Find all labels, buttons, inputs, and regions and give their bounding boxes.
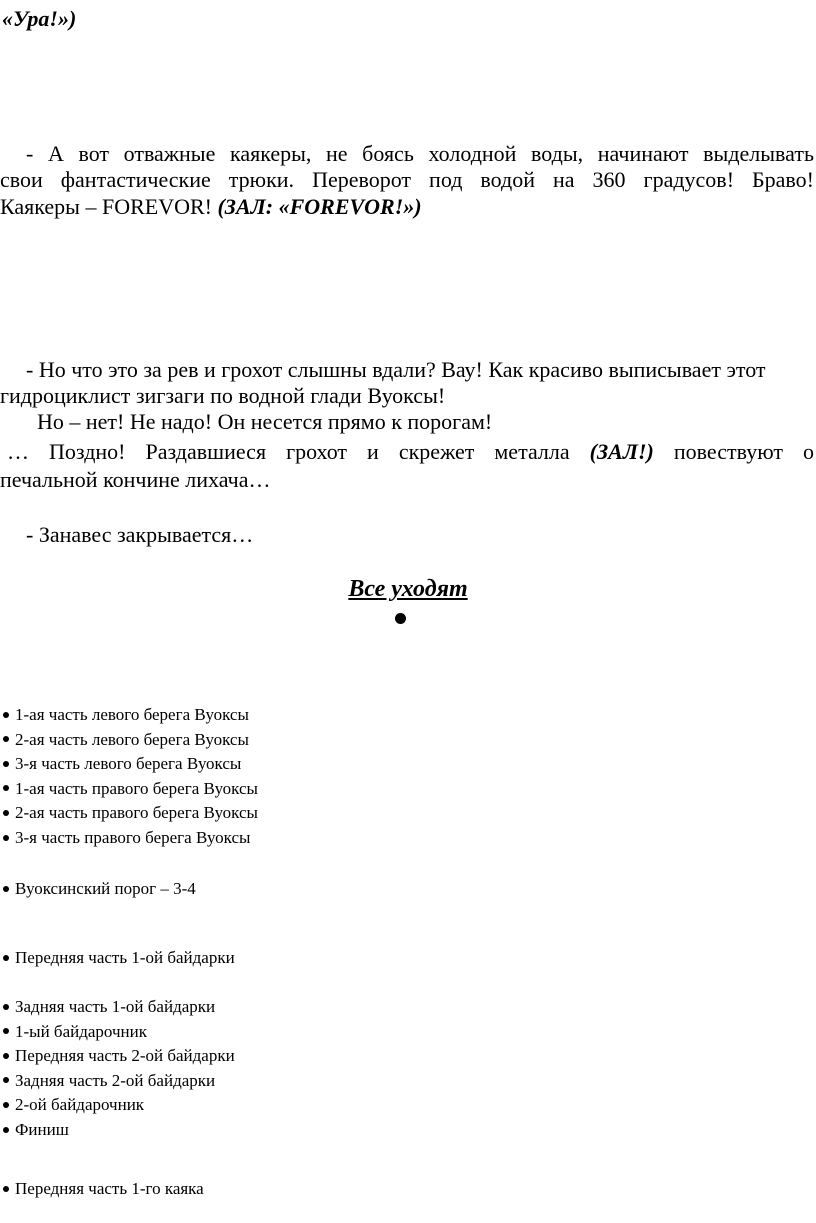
list-item-label: Финиш [15,1120,69,1139]
para1-line2: свои фантастические трюки. Переворот под водой на 360 градусов! Браво! [0,167,814,192]
para2-line3: Но – нет! Не надо! Он несется прямо к порогам! [37,409,493,434]
list-item [0,947,235,969]
bullet-icon [3,785,9,791]
para1-line3-text: Каякеры – FOREVOR! [0,194,218,219]
para2-line4-text-a: … Поздно! Раздавшиеся грохот и скрежет металла [7,439,590,464]
para2-line4-remark: (ЗАЛ!) [589,439,654,464]
list-item-label: 1-ая часть правого берега Вуоксы [15,778,258,798]
list-item-label: Передняя часть 1-го каяка [15,1179,204,1198]
list-item [0,878,196,900]
bullet-icon [3,1102,9,1108]
bullet-icon [3,835,9,841]
heading-all-leave: Все уходят [348,576,468,602]
bullet-icon [3,1077,9,1083]
para1-line1: - А вот отважные каякеры, не боясь холодной воды, начинают выделывать [26,141,814,166]
bullet-icon [395,613,406,624]
list-item [0,1021,147,1043]
para2-line1: - Но что это за рев и грохот слышны вдали? Вау! Как красиво выписывает этот [26,357,766,382]
list-item [0,802,258,824]
list-item [0,996,215,1018]
list-item [0,1094,144,1116]
list-item-label: 1-ый байдарочник [15,1021,147,1041]
list-item-label: Передняя часть 1-ой байдарки [15,948,235,967]
list-item-label: 2-ая часть левого берега Вуоксы [15,729,249,749]
list-item-label: 3-я часть правого берега Вуоксы [15,828,251,847]
list-item-label: 3-я часть левого берега Вуоксы [15,754,242,774]
bullet-icon [3,1127,9,1133]
bullet-icon [3,1028,9,1034]
list-item [0,729,249,751]
bullet-icon [3,736,9,742]
top-line: «Ура!») [2,6,77,31]
para2-line4-text-b: повествуют о [653,439,815,464]
bullet-icon [3,712,9,718]
list-item [0,1178,204,1200]
para2-line5: печальной кончине лихача… [0,467,271,492]
list-item [0,1119,69,1141]
list-item [0,827,250,849]
list-item-label: 2-ой байдарочник [15,1095,145,1115]
list-item [0,753,241,775]
list-item-label: 1-ая часть левого берега Вуоксы [15,705,249,724]
para2-line2: гидроциклист зигзаги по водной глади Вуоксы! [0,383,446,408]
list-item [0,1045,235,1067]
bullet-icon [3,761,9,767]
bullet-icon [3,1004,9,1010]
list-item-label: Вуоксинский порог – 3-4 [15,879,196,898]
bullet-icon [3,886,9,892]
list-item [0,704,249,726]
para1-line3-remark: (ЗАЛ: «FOREVOR!») [217,194,422,219]
list-item-label: Задняя часть 1-ой байдарки [15,997,216,1016]
list-item-label: 2-ая часть правого берега Вуоксы [15,803,258,823]
para2-line4 [7,439,814,465]
para1-line3 [0,194,816,220]
list-item-label: Передняя часть 2-ой байдарки [15,1046,235,1066]
bullet-icon [3,1053,9,1059]
bullet-icon [3,955,9,961]
list-item [0,1070,215,1092]
list-item [0,778,258,800]
list-item-label: Задняя часть 2-ой байдарки [15,1070,216,1090]
bullet-icon [3,810,9,816]
bullet-icon [3,1186,9,1192]
curtain-line: - Занавес закрывается… [26,522,254,547]
